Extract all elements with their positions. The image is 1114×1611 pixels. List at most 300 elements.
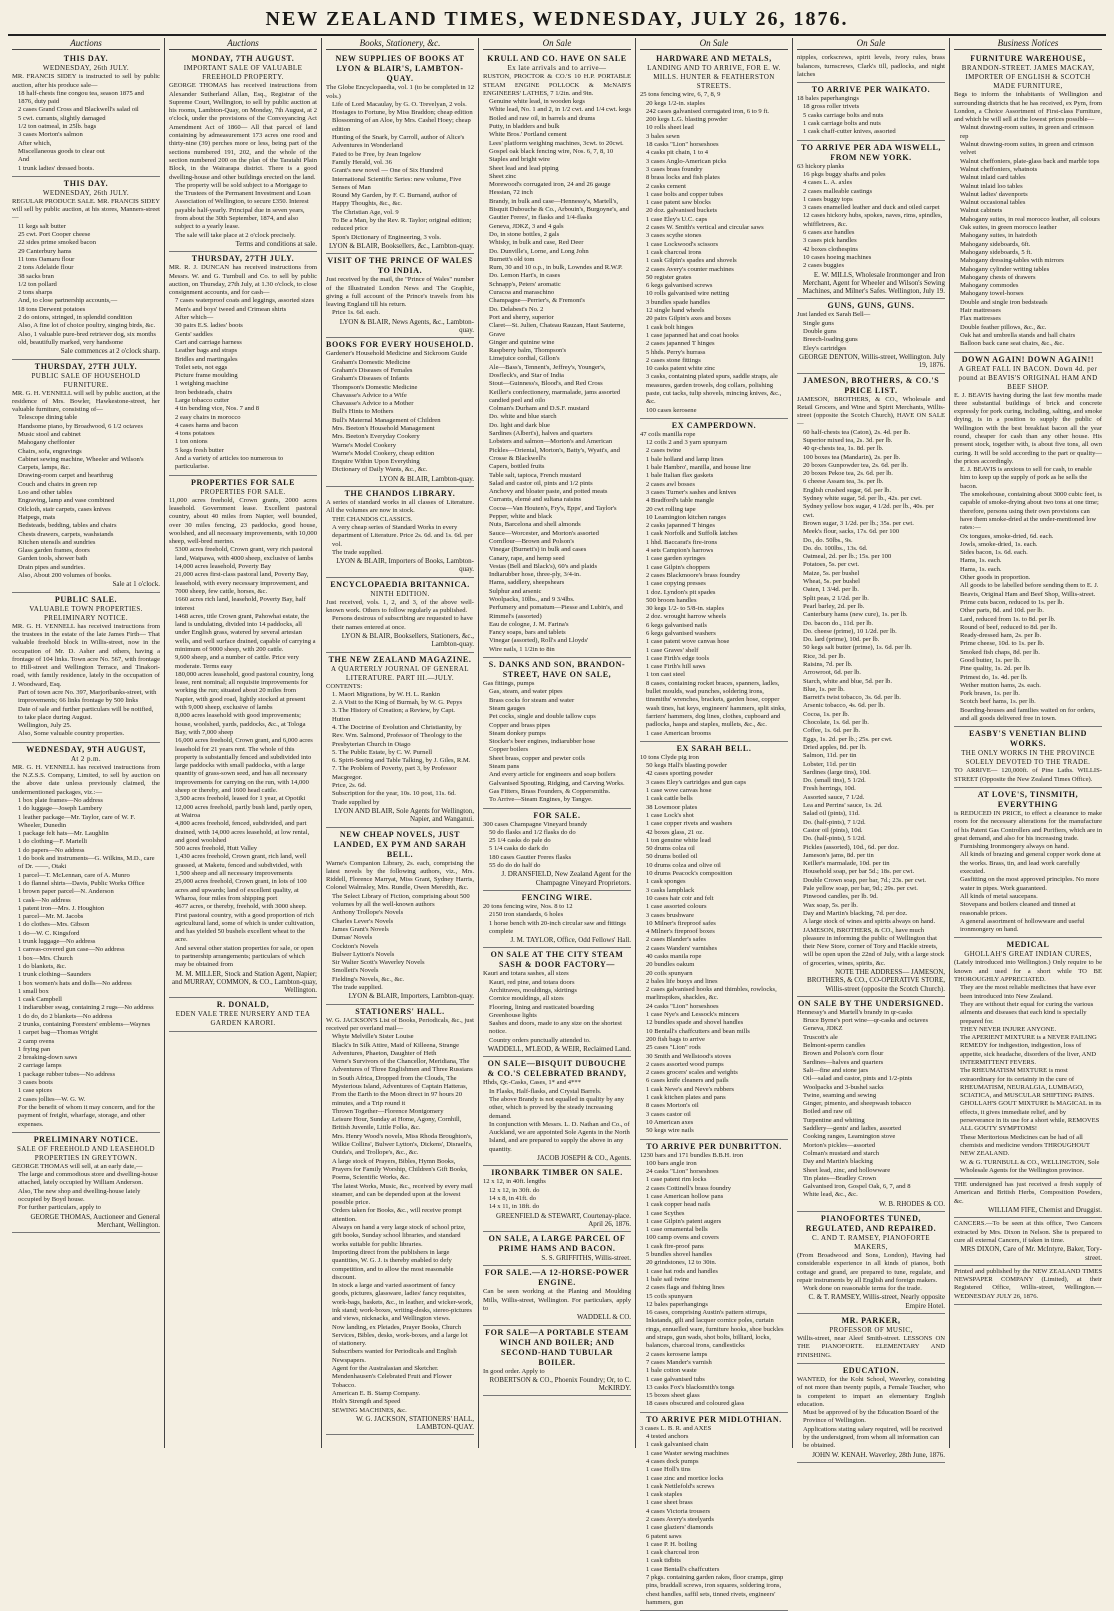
ad-body: Hhds, Qr.-Casks, Cases, 1* and 4*** <box>483 1079 581 1087</box>
ad-list-item: Mahogany suites, in hairdoth <box>960 232 1037 240</box>
ad-list-item: Do. Dunville's, Lorne, and Long John <box>489 247 589 255</box>
ad-list-item: 50 kegs salt butter (prime), 1s. 6d. per lb. <box>803 644 912 652</box>
ad-subtitle: A QUARTERLY JOURNAL OF GENERAL LITERATURE. PART III.—JULY. <box>331 664 469 682</box>
ad-list-item: Now landing, ex Pleiades, Prayer Books, Church Services, Bibles, desks, work-boxes, and a large lot of stationery. <box>332 1323 468 1348</box>
ad-list-item: 20 cwt rolling tape <box>646 505 696 513</box>
ad-title: WEDNESDAY, 9TH AUGUST, <box>26 744 146 754</box>
ad-list-item: 2 cases galvanised hooks and thimbles, rowlocks, marlinspikes, shackles, &c. <box>646 986 777 1002</box>
ad-list-item: Oak hat and umbrella stands and hall chairs <box>960 331 1076 339</box>
ad-list-item: Colman's Durham and D.S.F. mustard <box>489 405 590 413</box>
ad-list-item: Charles Lever's Novels <box>332 917 394 925</box>
column-heading: Business Notices <box>954 38 1102 50</box>
ad-list-item: Jameson's jams, 8d. per tin <box>803 851 874 859</box>
ad-title: FOR SALE—A PORTABLE STEAM WINCH AND BOILER; AND SECOND-HAND TUBULAR BOILER. <box>485 1327 629 1367</box>
advertisement <box>12 52 160 177</box>
ad-list-item: Capers, bottled fruits <box>489 463 545 471</box>
ad-list-item: Do, in stone bottles, 2 gals <box>489 230 560 238</box>
ad-list-item: 50 kegs wire nails <box>646 1127 694 1135</box>
ad-title: JAMESON, BROTHERS, & CO.'S PRICE LIST. <box>802 375 940 395</box>
column <box>793 38 950 1459</box>
columns <box>8 38 1106 1606</box>
ad-list-item: 1 do clothes—Mrs. Gibson <box>18 921 90 929</box>
ad-list-item: 2 cases Grand Cross and Blackwell's salad oil <box>18 106 139 114</box>
ad-list-item: Round of beef, reduced to 8d. per lb. <box>960 623 1058 631</box>
ad-subtitle: Ex late arrivals and to arrive— <box>507 64 607 73</box>
ad-list-item: Stovepans and boilers cleaned and tinned at reasonable prices. <box>960 901 1076 917</box>
ad-list-item: 6. Spirit-Seeing and Table Talking, by J. Giles, R.M. <box>332 757 471 765</box>
ad-list-item: Flax mattresses <box>960 315 1001 323</box>
ad-body: Begs to inform the inhabitants of Wellington and surrounding districts that he has received, ex Pym, from London, a Choice Assortment of First-class Furniture, and which he will sell at the lowest prices possible— <box>954 91 1102 124</box>
ad-title: STATIONERS' HALL. <box>355 1006 445 1016</box>
ad-subtitle: At 2 p.m. <box>70 754 102 763</box>
advertisement <box>326 578 474 653</box>
ad-list-item: Canterbury hams (new cure), 1s. per lb. <box>803 611 908 619</box>
ad-list-item: 2 camp ovens <box>18 1037 55 1045</box>
advertisement <box>169 52 317 252</box>
ad-list-item: 4,800 acres freehold, fenced, subdivided, and part drained, with 14,000 acres leasehold, at low rental, and good woolshed <box>175 820 310 844</box>
ad-list-item: Warne's Model Cookery <box>332 441 397 449</box>
ad-list-item: 4 casks pit chain, 1 to 4 <box>646 149 709 157</box>
ad-title: MONDAY, 7TH AUGUST. <box>191 54 295 64</box>
ad-list-item: In Flasks, Half-flasks, and Crystal Barrels. <box>489 1087 602 1095</box>
ad-list-item: 1 case bolts and copper tubes <box>646 190 724 198</box>
ad-list-item: Fresh herrings, 10d. <box>803 785 856 793</box>
ad-list-item: 50 drums colza oil <box>646 845 695 853</box>
ad-body: (From Broadwood and Sons, London), Having had considerable experience in all kinds of pianos, both cottage and grand, are prepared to tune, regulate, and repair instruments by all English and foreign makers. <box>797 1252 945 1284</box>
ad-list-item: Grant's new novel — One of Six Hundred <box>332 167 443 175</box>
ad-subtitle: THE ONLY WORKS IN THE PROVINCE SOLELY DEVOTED TO THE TRADE. <box>961 749 1095 767</box>
advertisement <box>797 997 945 1212</box>
ad-list-item: 3 bundles spade handles <box>646 298 710 306</box>
ad-list-item: Bull's Hints to Mothers <box>332 408 394 416</box>
ad-list-item: 20 bundles oakum <box>646 961 695 969</box>
ad-signature: GEORGE DENTON, Willis-street, Wellington. July 19, 1876. <box>799 352 945 370</box>
ad-body: Just landed ex Sarah Bell— <box>797 311 871 319</box>
ad-list-item: 20 boxes Pekoe tea, 2s. 6d. per lb. <box>803 470 893 478</box>
ad-list-item: Chavasse's Advice to a Wife <box>332 391 407 399</box>
ad-list-item: 1,430 acres freehold, Crown grant, rich land, well grassed, at Maketu, fenced and subdivided, with 1,500 sheep and all necessary improvements <box>175 853 307 878</box>
ad-list-item: Galvanised Spouting, Ridging, and Carving Works. <box>489 779 625 787</box>
ad-title: TO ARRIVE PER ADA WISWELL, FROM NEW YORK. <box>800 142 941 162</box>
ad-list-item: 4 tons potatoes <box>175 430 215 438</box>
ad-list-item: 11 kegs salt butter <box>18 222 66 230</box>
ad-list-item: 1 case garden syringes <box>646 555 706 563</box>
ad-list-item: 25 1/4 casks do pale do <box>489 837 551 845</box>
ad-list-item: Copper and brass pipes <box>489 721 551 729</box>
ad-list-item: 1 package felt hats—Mr. Laughlin <box>18 830 109 838</box>
ad-list-item: Persons desirous of subscribing are requested to have their names entered at once. <box>332 615 473 631</box>
advertisement <box>797 1364 945 1463</box>
ad-body: Hennessy's and Martell's brandy in qr-casks <box>797 1008 913 1016</box>
ad-list-item: Boiled and raw oil <box>803 1108 852 1116</box>
ad-list-item: Oaten, 1 3/4d. per lb. <box>803 586 859 594</box>
ad-signature: JACOB JOSEPH & CO., Agents. <box>537 1154 631 1163</box>
ad-list-item: 18 casks "Lion" horseshoes <box>646 141 719 149</box>
ad-signature: LYON & BLAIR, Importers, Lambton-quay. <box>348 992 474 1001</box>
ad-list-item: Also, 1 valuable pure-bred retriever dog, six months old, beautifully marked, very handsome <box>18 330 156 346</box>
ad-list-item: 4 tin bending vice, Nos. 7 and 8 <box>175 405 260 413</box>
ad-signature: J. DRANSFIELD, New Zealand Agent for the Champagne Vineyard Proprietors. <box>501 870 631 887</box>
ad-list-item: Sheet zinc <box>489 172 517 180</box>
ad-body: 25 tons fencing wire, 6, 7, 8, 9 <box>640 91 721 99</box>
ad-list-item: 1 brown paper parcel—N. Anderson <box>18 888 114 896</box>
ad-list-item: 30 Smith and Wellstood's stoves <box>646 1052 732 1060</box>
advertisement <box>169 998 317 1032</box>
ad-title: R. DONALD, <box>216 1000 270 1010</box>
ad-title: S. DANKS AND SON, BRANDON-STREET, HAVE ON SALE, <box>488 660 626 680</box>
ad-list-item: 1 cask carriage bolts and nuts <box>803 120 881 128</box>
ad-signature: LYON & BLAIR, Booksellers, &c., Lambton-quay. <box>328 241 474 250</box>
ad-list-item: Smoked fish chaps, 8d. per lb. <box>960 648 1040 656</box>
ad-list-item: 2 trunks, containing Foresters' emblems—Waynes <box>18 1020 151 1028</box>
ad-body: MR. R. J. DUNCAN has received instructions from Messrs. W. and G. Turnbull and Co. to sell by public auction, on Thursday, 27th July, at 1.30 o'clock, to close consignment accounts, and for cash— <box>169 264 317 297</box>
ad-list-item: Enquire Within Upon Everything <box>332 458 420 466</box>
ad-body: REGULAR PRODUCE SALE. MR. FRANCIS SIDEY will sell by public auction, at his stores, Manners-street— <box>12 197 160 222</box>
ad-list-item: Iron bedsteads, chairs <box>175 388 233 396</box>
ad-list-item: Sydney white sugar, 5d. per lb., 42s. per cwt. <box>803 495 922 503</box>
ad-list-item: 1 do do, do 2 blankets—No address <box>18 1012 113 1020</box>
ad-list-item: Salad and castor oil, pints and 1/2 pints <box>489 479 593 487</box>
ad-list-item: Orders taken for Books, &c., will receive prompt attention. <box>332 1207 462 1223</box>
ad-list-item: 3 cases boots <box>18 1079 53 1087</box>
ad-list-item: Furnishing Ironmongery always on hand. <box>960 843 1069 851</box>
ad-list-item: 2 cases Wanders' varnishes <box>646 944 718 952</box>
ad-list-item: Woolpacks and 3-bushel sacks <box>803 1083 884 1091</box>
ad-body: MR. G. H. VENNELL has received instructions from the trustees in the estate of the late James Firth— That valuable freehold block in Willis-street, now in the occupation of Mr. D. Asher and others, having a frontage of 104 links. Town acre No. 567, with frontage to Hill-street and Wellington Terrace, and Tinakori-road, with family residence, lately in the occupation of J. Woodward, Esq. <box>12 622 160 688</box>
ad-list-item: Do. white and blue starch <box>489 413 557 421</box>
ad-list-item: 10 Milner's fireproof safes <box>646 919 716 927</box>
ad-list-item: 10 American axes <box>646 1118 694 1126</box>
advertisement <box>954 52 1102 352</box>
ad-list-item: 5 cwt. currants, slightly damaged <box>18 114 106 122</box>
ad-list-item: Turpentine and whiting <box>803 1116 865 1124</box>
ad-list-item: 2 doz. wrought harrow wheels <box>646 613 727 621</box>
ad-list-item: 4 tested anchors <box>646 1433 689 1441</box>
ad-list-item: They are the most reliable medicines that have ever been introduced into New Zealand. <box>960 984 1096 1000</box>
ad-list-item: Walnut drawing-room suites, in green and crimson velvet <box>960 141 1094 157</box>
ad-list-item: Double guns <box>803 328 837 336</box>
ad-list-item: Fancy soaps, bars and tablets <box>489 629 566 637</box>
ad-list-item: Brandy, in bulk and case—Hennessy's, Martell's, Bisquit Dubouche & Co., Arbouin's, Burgoyne's, and Gautier Freres', in flasks and 1/4-flasks <box>489 197 629 222</box>
ad-list-item: 21,000 acres first-class pastoral land, Poverty Bay, leasehold, with every necessary improvement, and 7000 sheep, few cattle, horses, &c. <box>175 571 309 595</box>
ad-list-item: Spon's Dictionary of Engineering, 3 vols. <box>332 233 442 241</box>
advertisement <box>797 299 945 373</box>
ad-signature: J. M. TAYLOR, Office, Odd Fellows' Hall. <box>510 936 631 945</box>
ad-list-item: Thompson's Domestic Medicine <box>332 383 418 391</box>
ad-list-item: Walnut inlaid card tables <box>960 174 1026 182</box>
ad-body: 47 coils manilla rope <box>640 430 696 438</box>
ad-list-item: 18 half-chests fine congou tea, season 1875 and 1876, duty paid <box>18 89 144 106</box>
ad-list-item: 42 boxes glass, 21 oz. <box>646 828 704 836</box>
ad-list-item: Castor oil (pints), 10d. <box>803 826 863 834</box>
ad-list-item: Mahogany towel-horses <box>960 290 1024 298</box>
ad-list-item: 10 cases hoeing machines <box>803 253 872 261</box>
ad-list-item: 2 cases Cottinell's brass foundry <box>646 1184 732 1192</box>
ad-list-item: Mahogany sideboards, 5 ft. <box>960 248 1032 256</box>
ad-list-item: 20 coils spunyarn <box>646 969 693 977</box>
advertisement <box>483 1232 631 1266</box>
ad-list-item: 8 brass locks and fish plates <box>646 174 720 182</box>
ad-list-item: Cockton's Novels <box>332 942 379 950</box>
ad-list-item: Do. (half-pints), 7 1/2d. <box>803 818 866 826</box>
ad-list-item: Subscribers wanted for Periodicals and English Newspapers. <box>332 1348 457 1364</box>
ad-list-item: 1 case copper rivets and washers <box>646 820 733 828</box>
ad-list-item: 7 pkgs. containing garden rakes, floor cramps, gimp pins, braddall screws, iron squares, soldering irons, chest handles, saffil sets, tinned rivets, engineers' hammers, gun <box>646 1574 784 1606</box>
ad-list-item: 40 casks manila rope <box>646 952 702 960</box>
ad-list-item: Galvanised iron, Gospel Oak, 6, 7, and 8 <box>803 1183 911 1191</box>
ad-list-item: Rum, 30 and 10 o.p., in bulk, Lowndes and R.W.P. <box>489 264 623 272</box>
ad-list-item: Nuts, Barcelona and shell almonds <box>489 521 581 529</box>
advertisement <box>483 1057 631 1166</box>
ad-list-item: 1 cask galvanised chain <box>646 1441 709 1449</box>
ad-title: TO ARRIVE PER DUNBRITTON. <box>646 1141 782 1151</box>
column-heading: On Sale <box>797 38 945 50</box>
ad-list-item: 100 boxes tea (Mandarin), 2s. per lb. <box>803 453 901 461</box>
ad-title: EX CAMPERDOWN. <box>671 420 757 430</box>
ad-list-item: 1 cask charcoal iron <box>646 1549 699 1557</box>
ad-title: ON SALE, A LARGE PARCEL OF PRIME HAMS AND BACON. <box>488 1234 626 1254</box>
ad-list-item: Music stool and cabinet <box>18 430 81 438</box>
ad-list-item: 1 cask—No address <box>18 896 71 904</box>
ad-list-item: In stock a large and varied assortment of fancy goods, pictures, glassware, ladies' fancy requisites, work-bags, baskets, &c., in leather, and wicker-work, ink stand; work-boxes, writing-desks, stereo-pictures and views, nicknacks, and Wellington views. <box>332 1282 473 1323</box>
ad-list-item: 6 patent saws <box>646 1532 682 1540</box>
ad-title: DOWN AGAIN! DOWN AGAIN!! <box>961 354 1095 364</box>
ad-title: FOR SALE.—A 12-HORSE-POWER ENGINE. <box>484 1268 630 1288</box>
ad-list-item: 10 rolls sheet lead <box>646 124 694 132</box>
ad-list-item: Assorted sauce, 7 1/2d. <box>803 793 865 801</box>
ad-list-item: 2 easy chairs in morocco <box>175 413 241 421</box>
ad-list-item: Double and single iron bedsteads <box>960 298 1048 306</box>
ad-list-item: 1 cask Nettlefold's screws <box>646 1482 715 1490</box>
ad-body: GEORGE THOMAS will sell, at an early date,— <box>12 1162 143 1170</box>
ad-list-item: 1 case P. H. boiling <box>646 1540 697 1548</box>
ad-list-item: 242 cases galvanised corrugated iron, 6 to 9 ft. <box>646 107 770 115</box>
ad-list-item: 1 parcel—Mr. M. Jacobs <box>18 913 84 921</box>
ad-list-item: 1 do flannel shirts—Davis, Public Works Office <box>18 879 145 887</box>
ad-list-item: Truscott's ale <box>803 1033 838 1041</box>
ad-list-item: Port and sherry, superior <box>489 313 554 321</box>
ad-list-item: Sheet lead, zinc, and hollowware <box>803 1166 891 1174</box>
ad-list-item: Vinegar (assorted), Roll's and Lloyds' <box>489 637 589 645</box>
ad-list-item: 1 bale sail twine <box>646 1275 690 1283</box>
ad-list-item: Sardines (large tins), 10d. <box>803 768 871 776</box>
ad-list-item: 1 case Scythes <box>646 1209 685 1217</box>
ad-list-item: 25 cases "Lion" rods <box>646 1044 701 1052</box>
ad-list-item: 1 trunk ladies' dressed boots. <box>18 164 95 172</box>
ad-list-item: Gents' saddles <box>175 330 213 338</box>
ad-body: MR. FRANCIS SIDEY is instructed to sell by public auction, after his produce sale— <box>12 73 160 89</box>
ad-subtitle: SALE OF FREEHOLD AND LEASEHOLD PROPERTIES IN GREYTOWN. <box>17 1144 155 1162</box>
ad-title: GUNS, GUNS, GUNS. <box>827 301 915 311</box>
column <box>636 38 793 1606</box>
ad-list-item: 1 do luggage—Joseph Lambery <box>18 805 103 813</box>
advertisement <box>797 52 945 83</box>
ad-list-item: Mrs. Henry Wood's novels, Miss Rhoda Broughton's, Wilkie Collins', Bulwer Lytton's, Dickens', Disraeli's, Ouida's, and Trollope's, &c., &c. <box>332 1132 473 1157</box>
ad-list-item: Wire nails, 1 1/2in to 8in <box>489 645 555 653</box>
ad-list-item: 1 case Lockwood's scissors <box>646 240 719 248</box>
ad-list-item: 1 case Bentall's chaffcutters <box>646 1565 720 1573</box>
ad-list-item: Sauce—Worcester, and Morton's assorted <box>489 529 599 537</box>
ad-list-item: Miscellaneous goods to clear out <box>18 147 105 155</box>
ad-list-item: Steam gauges <box>489 704 526 712</box>
ad-list-item: American E. B. Stamp Company. <box>332 1389 421 1397</box>
advertisement <box>326 653 474 828</box>
ad-list-item: Garden tools, shower bath <box>18 555 88 563</box>
ad-list-item: Bull's Maternal Management of Children <box>332 416 441 424</box>
ad-list-item: Household soap, per bar 5d.; 18s. per cwt. <box>803 868 915 876</box>
ad-title: ON SALE—BISQUIT DUBOUCHE & CO.'S CELEBRATED BRANDY, <box>487 1059 627 1079</box>
advertisement <box>483 658 631 808</box>
ad-list-item: 2 cases stone fittings <box>646 356 701 364</box>
ad-list-item: 180 cases Gautier Freres flasks <box>489 853 572 861</box>
ad-list-item: 2 carriage lamps <box>18 1062 62 1070</box>
ad-list-item: 100 cases kerosene <box>646 406 697 414</box>
ad-list-item: 2 bales life buoys and lines <box>646 977 718 985</box>
ad-list-item: 1 case zinc and mortice locks <box>646 1474 724 1482</box>
ad-list-item: 1 box plate frames—No address <box>18 796 103 804</box>
ad-list-item: E. J. BEAVIS is anxious to sell for cash, to enable him to keep up the supply of pork as he sells the bacon. <box>960 466 1092 490</box>
ad-list-item: Potatoes, 5s. per cwt. <box>803 561 860 569</box>
ad-list-item: 1468 acres, title Crown grant, Pahowhai estate, the land is undulating, divided into 14 paddocks, all under English grass, watered by several artesian wells, and well surface drained, capable of carrying a minimum of 9000 sheep, with 200 cattle. <box>175 612 316 653</box>
ad-list-item: 25,000 acres freehold, Crown grant, in lots of 100 acres and upwards; land of excellent quality, at Wharoa, four miles from shipping port <box>175 878 307 902</box>
ad-list-item: Walnut occasional tables <box>960 199 1026 207</box>
ad-list-item: The smokehouse, containing about 3000 cubic feet, is capable of smoke-drying about two tons at one time; therefore, persons using their own provisions can have them smoke-dried at the under-mentioned low rates:— <box>960 491 1102 532</box>
ad-list-item: Wether mutton hams, 2s. each. <box>960 681 1041 689</box>
ad-list-item: 1/2 ton oatmeal, in 25lb. bags <box>18 123 97 131</box>
advertisement <box>326 828 474 1005</box>
ad-body: (Lately introduced into Wellington.) Only require to be known and used for a short while TO BE THOROUGHLY APPRECIATED. <box>954 959 1102 984</box>
ad-list-item: Cabinet sewing machine, Wheeler and Wilson's <box>18 455 144 463</box>
ad-list-item: 1 cask Neve's and Neve's rubbers <box>646 1085 734 1093</box>
ad-list-item: Cornice mouldings, all sizes <box>489 995 564 1003</box>
advertisement <box>797 374 945 997</box>
ad-list-item: White Bros.' Portland cement <box>489 131 567 139</box>
advertisement <box>12 177 160 360</box>
ad-list-item: Lard, reduced from 1s. to 8d. per lb. <box>960 615 1056 623</box>
ad-list-item: The property will be sold subject to a Mortgage to the Trustees of the Permanent Investment and Loan Association of Wellington, to secure £350. Interest payable half-yearly. Principal due in seven years, from about the 30th September, 1874, and also subject to a yearly lease. <box>175 181 311 231</box>
ad-list-item: Do. bacon do., 11d. per lb. <box>803 619 874 627</box>
ad-list-item: Raspberry balm, Thompson's <box>489 347 567 355</box>
ad-list-item: 3 cases brass foundry <box>646 165 703 173</box>
ad-list-item: Arrowroot, 6d. per lb. <box>803 669 861 677</box>
ad-subtitle: NINTH EDITION. <box>370 589 430 598</box>
ad-list-item: Ready-dressed ham, 2s. per lb. <box>960 632 1042 640</box>
ad-list-item: 22 sides prime smoked bacon <box>18 239 97 247</box>
ad-list-item: Vestas (Bell and Black's), 60's and plaids <box>489 562 598 570</box>
ad-signature: Sale at 1 o'clock. <box>112 580 160 589</box>
ad-body: RUSTON, PROCTOR & CO.'S 10 H.P. PORTABLE STEAM ENGINE POLLOCK & McNAB'S ENGINEERS' LATHES, 7 1/2in. and 9in. <box>483 73 631 97</box>
ad-list-item: 10 Bentall's chaffcutters and bean mills <box>646 1027 750 1035</box>
ad-list-item: Do. light and dark blue <box>489 421 550 429</box>
ad-list-item: Jowls, smoke-dried, 1s. each. <box>960 540 1038 548</box>
column <box>165 38 322 1448</box>
ad-list-item: Anthony Trollope's Novels <box>332 909 404 917</box>
ad-list-item: Bedsteads, bedding, tables and chairs <box>18 522 117 530</box>
ad-list-item: 1 cask kitchen plates and pans <box>646 1094 726 1102</box>
ad-list-item: White lead, No. 1 and 2, in 1/2 cwt. and 1/4 cwt. kegs <box>489 106 631 114</box>
ad-body: Gardener's Household Medicine and Sickroom Guide <box>326 350 468 358</box>
ad-list-item: Champagne—Perrier's, & Fremont's <box>489 297 585 305</box>
ad-list-item: Graham's Domestic Medicine <box>332 358 411 366</box>
column-heading: On Sale <box>483 38 631 50</box>
ad-list-item: Oatmeal, 2d. per lb.; 15s. per 100 <box>803 553 892 561</box>
ad-list-item: 16 cases, comprising Austin's pattern stirrups, Inkstands, gilt and lacquer cornice poles, curtain rings, ennuelled ware, furniture hooks, shoe buckles and straps, gun wads, shot bolts, billiard, locks, balances, charcoal irons, candlesticks <box>646 1309 784 1350</box>
ad-list-item: Architraves, mouldings, skirtings <box>489 986 577 994</box>
ad-list-item: 20 boxes Gunpowder tea, 2s. 6d. per lb. <box>803 461 908 469</box>
ad-signature: GEORGE THOMAS, Auctioneer and General Merchant, Wellington. <box>30 1212 160 1229</box>
ad-signature: Sale commences at 2 o'clock sharp. <box>60 347 160 356</box>
ad-list-item: 2150 iron standards, 6 holes <box>489 911 564 919</box>
ad-list-item: Do. (half-pints), 5 1/2d. <box>803 835 866 843</box>
ad-list-item: Hunting of the Snark, by Carroll, author of Alice's Adventures in Wonderland <box>332 134 465 150</box>
ad-list-item: Price 1s. 6d. each. <box>332 309 380 317</box>
ad-list-item: Mrs. Beeton's Household Management <box>332 424 435 432</box>
ad-list-item: 20 grindstones, 12 to 30in. <box>646 1259 717 1267</box>
ad-title: PROPERTIES FOR SALE <box>190 477 296 487</box>
ad-list-item: Anchovy and bloater paste, and potted meats <box>489 488 608 496</box>
ad-list-item: 20 pairs Gilpin's axes and boxes <box>646 315 731 323</box>
ad-list-item: 1 leather package—Mr. Taylor, care of W. F. Wheeler, Dunedin <box>18 813 136 829</box>
ad-list-item: Prime cuts bacon, reduced to 1s. per lb. <box>960 598 1065 606</box>
ad-list-item: Warne's Model Cookery, cheap edition <box>332 449 435 457</box>
ad-list-item: Claret—St. Julien, Chateau Rauzan, Haut Sauterne, Grave <box>489 322 626 338</box>
ad-list-item: Whisky, in bulk and case, Red Deer <box>489 239 584 247</box>
ad-title: PUBLIC SALE. <box>54 594 118 604</box>
ad-list-item: 40 qr-chests tea, 1s. 8d. per lb. <box>803 445 884 453</box>
ad-list-item: 8 cases Morton's oil <box>646 1102 699 1110</box>
ad-list-item: And a variety of articles too numerous to particularise. <box>175 455 284 471</box>
ad-list-item: 38 Lowmoor plates <box>646 803 698 811</box>
advertisement <box>954 1218 1102 1265</box>
ad-subtitle: GHOLLAH'S GREAT INDIAN CURES, <box>964 950 1092 959</box>
ad-list-item: Sides bacon, 1s. 6d. each. <box>960 549 1028 557</box>
ad-list-item: The sale will take place at 2 o'clock precisely. <box>175 231 296 239</box>
ad-list-item: Mahogany commodes <box>960 282 1019 290</box>
ad-list-item: 55 do do do half do <box>489 862 541 870</box>
ad-list-item: Copper boilers <box>489 746 529 754</box>
ad-list-item: 2 cases Blackmoore's brass foundry <box>646 571 741 579</box>
ad-list-item: The APERIENT MIXTURE is a NEVER FAILING REMEDY for indigestion, indigestion, loss of appetite, sick headache, disorders of the liver, AND INTERMITTENT FEVERS. <box>960 1034 1097 1066</box>
ad-list-item: 5 hhds. Perry's hurrass <box>646 348 706 356</box>
ad-list-item: Burnett's old tom <box>489 255 535 263</box>
ad-list-item: 14,000 acres leasehold, Poverty Bay <box>175 563 271 571</box>
ad-body: 18 bales paperhangings <box>797 95 859 103</box>
ad-list-item: 5 casks carriage bolts and nuts <box>803 111 884 119</box>
ad-list-item: 3 cases pick handles <box>803 237 857 245</box>
ad-list-item: 2 cases malleable castings <box>803 187 873 195</box>
ad-list-item: Greenhouse lights <box>489 1011 537 1019</box>
advertisement <box>954 1179 1102 1218</box>
ad-list-item: 3 cases enamelled leather and duck and oiled carpet <box>803 204 940 212</box>
ad-list-item: 1 case glaziers' diamonds <box>646 1524 713 1532</box>
ad-list-item: 1 horse bench with 20-inch circular saw and fittings complete <box>489 919 626 935</box>
ad-list-item: Canary, rape, and hemp seed <box>489 554 565 562</box>
ad-list-item: Other goods in proportion. <box>960 574 1031 582</box>
ad-list-item: Ale—Bass's, Tennent's, Jeffrey's, Younger's, Dosfleck's, and Star of India <box>489 363 606 379</box>
ad-list-item: Limejuice cordial, Gillon's <box>489 355 560 363</box>
ad-list-item: Gasfitting on the most approved principles. No more water in pipes. Work guaranteed. <box>960 876 1100 892</box>
ad-signature: Terms and conditions at sale. <box>235 239 317 248</box>
ad-list-item: 8,000 acres leasehold with good improvements; house, woolshed, yards, paddocks, &c., at Tologa Bay, with 7,000 sheep <box>175 712 306 736</box>
ad-list-item: 1 package rubber tubes—No address <box>18 1070 116 1078</box>
ad-list-item: 10 cases hair coir and felt <box>646 894 714 902</box>
ad-title: TO ARRIVE PER MIDLOTHIAN. <box>646 1414 782 1424</box>
ad-list-item: Table salt, tapioca, French mustard <box>489 471 582 479</box>
ad-body: Kauri and totara sashes, all sizes <box>483 970 569 978</box>
ad-list-item: 1 cask sponges <box>646 878 686 886</box>
ad-list-item: Also, Some valuable country properties. <box>18 730 125 738</box>
ad-list-item: Blue, 1s. per lb. <box>803 685 845 693</box>
